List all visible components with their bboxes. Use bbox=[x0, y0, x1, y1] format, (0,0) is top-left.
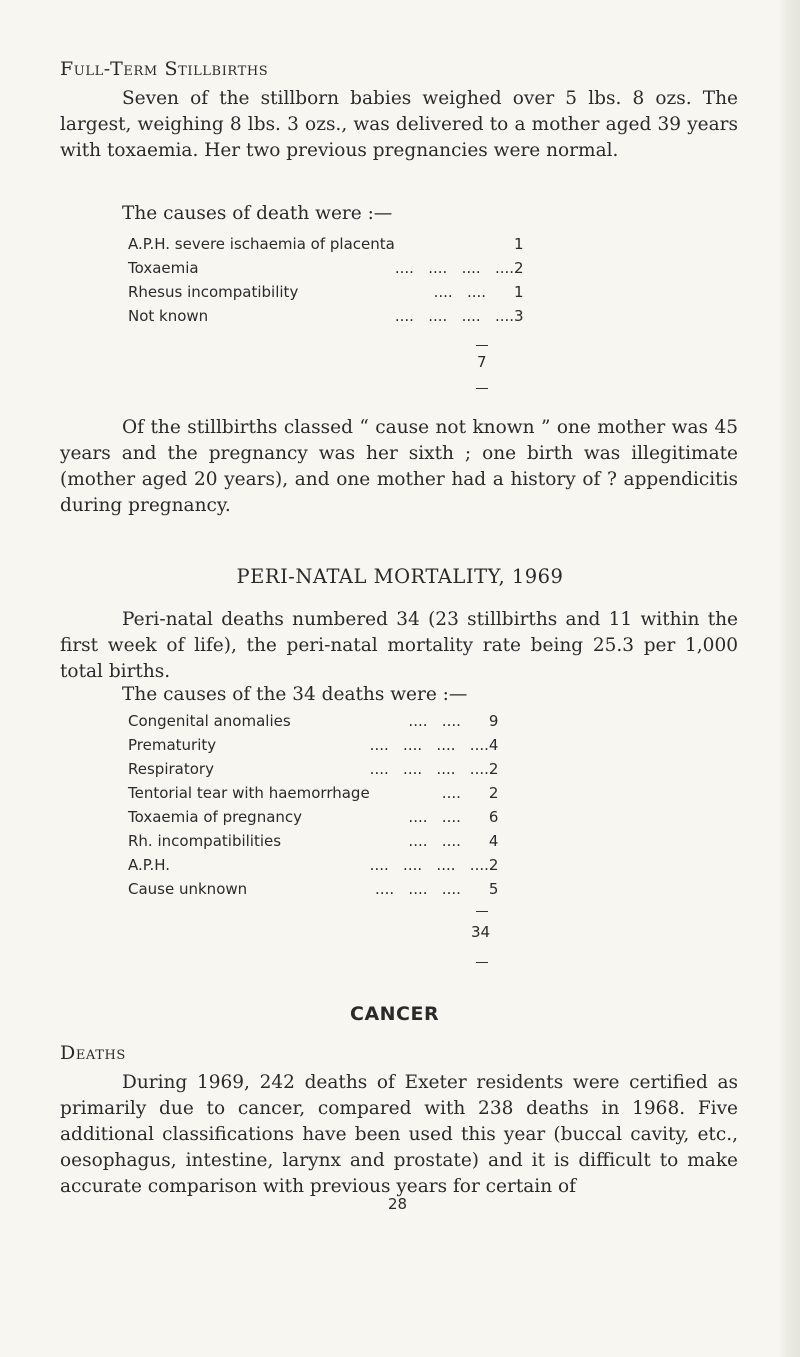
stillbirths-causes-label: The causes of death were :— bbox=[122, 203, 393, 224]
deaths-subheading: Deaths bbox=[60, 1042, 126, 1064]
stillbirths-intro-paragraph: Seven of the stillborn babies weighed over 5 lbs. 8 ozs. The largest, weighing 8 lbs. 3 ozs., was delivered to a mother aged 39 years with toxaemia. Her two previous pregnancies were normal. bbox=[60, 88, 738, 161]
perinatal-intro-paragraph: Peri-natal deaths numbered 34 (23 stillbirths and 11 within the first week of life), the peri-natal mortality rate being 25.3 per 1,000 total births. bbox=[60, 609, 738, 682]
table-row bbox=[128, 877, 498, 901]
table-row bbox=[128, 781, 498, 805]
leader-dots: .... .... .... .... bbox=[369, 856, 489, 874]
cause-count: 1 bbox=[514, 235, 524, 253]
cause-label: Rh. incompatibilities bbox=[128, 832, 282, 850]
perinatal-causes-table bbox=[128, 709, 498, 901]
stillbirths-heading: Full-Term Stillbirths bbox=[60, 58, 269, 80]
cause-label: A.P.H. bbox=[128, 856, 171, 874]
perinatal-total: 34 bbox=[471, 923, 491, 941]
cause-label: Rhesus incompatibility bbox=[128, 283, 299, 301]
table-row bbox=[128, 805, 498, 829]
table-row bbox=[128, 280, 524, 304]
cause-label: Respiratory bbox=[128, 760, 214, 778]
cause-label: Prematurity bbox=[128, 736, 217, 754]
cause-label: Toxaemia of pregnancy bbox=[128, 808, 303, 826]
leader-dots: .... .... .... .... bbox=[369, 736, 489, 754]
leader-dots: .... .... bbox=[408, 832, 461, 850]
table-row bbox=[128, 757, 498, 781]
leader-dots: .... .... .... bbox=[375, 880, 461, 898]
leader-dots: .... .... bbox=[408, 712, 461, 730]
leader-dots bbox=[395, 232, 514, 256]
cause-label: Congenital anomalies bbox=[128, 712, 291, 730]
table-row bbox=[128, 232, 524, 256]
stillbirths-total: 7 bbox=[477, 353, 487, 371]
stillbirths-note-paragraph: Of the stillbirths classed “ cause not known ” one mother was 45 years and the pregnancy was her sixth ; one birth was illegitimate (mother aged 20 years), and one mother had a history of ? appendicitis during pregnancy. bbox=[60, 417, 738, 516]
cause-label: Tentorial tear with haemorrhage bbox=[128, 784, 370, 802]
perinatal-heading: PERI-NATAL MORTALITY, 1969 bbox=[236, 565, 564, 588]
total-rule-bottom bbox=[476, 388, 488, 389]
cause-label: Not known bbox=[128, 307, 209, 325]
cause-count: 4 bbox=[488, 736, 499, 754]
leader-dots: .... .... bbox=[408, 808, 461, 826]
cause-label: Toxaemia bbox=[128, 259, 199, 277]
cause-count: 3 bbox=[514, 307, 524, 325]
table-row bbox=[128, 829, 498, 853]
table-row bbox=[128, 733, 498, 757]
cause-count: 5 bbox=[488, 880, 499, 898]
table-row bbox=[128, 709, 498, 733]
cause-count: 1 bbox=[514, 283, 524, 301]
cause-label: Cause unknown bbox=[128, 880, 248, 898]
leader-dots: .... bbox=[441, 784, 461, 802]
table-row bbox=[128, 256, 524, 280]
cause-count: 4 bbox=[488, 832, 499, 850]
cause-count: 2 bbox=[488, 856, 499, 874]
cause-count: 6 bbox=[488, 808, 499, 826]
cancer-heading: CANCER bbox=[350, 1003, 440, 1025]
cause-label: A.P.H. severe ischaemia of placenta bbox=[128, 235, 395, 253]
cause-count: 2 bbox=[514, 259, 524, 277]
page-number: 28 bbox=[388, 1195, 408, 1213]
cancer-deaths-paragraph: During 1969, 242 deaths of Exeter residents were certified as primarily due to cancer, compared with 238 deaths in 1968. Five additional classifications have been used this year (buccal cavity, etc., oesophagus, intestine, larynx and prostate) and it is difficult to make accurate comparison with previous years for certain of bbox=[60, 1072, 738, 1197]
table-row bbox=[128, 304, 524, 328]
leader-dots: .... .... .... .... bbox=[394, 307, 515, 325]
table-row bbox=[128, 853, 498, 877]
leader-dots: .... .... .... .... bbox=[394, 259, 515, 277]
total-rule-top bbox=[476, 911, 488, 912]
leader-dots: .... .... bbox=[433, 283, 487, 301]
total-rule-top bbox=[476, 345, 488, 346]
perinatal-causes-label: The causes of the 34 deaths were :— bbox=[122, 684, 468, 705]
total-rule-bottom bbox=[476, 962, 488, 963]
cause-count: 2 bbox=[488, 760, 499, 778]
leader-dots: .... .... .... .... bbox=[369, 760, 489, 778]
cause-count: 2 bbox=[488, 784, 499, 802]
stillbirths-causes-table bbox=[128, 232, 524, 328]
cause-count: 9 bbox=[488, 712, 499, 730]
